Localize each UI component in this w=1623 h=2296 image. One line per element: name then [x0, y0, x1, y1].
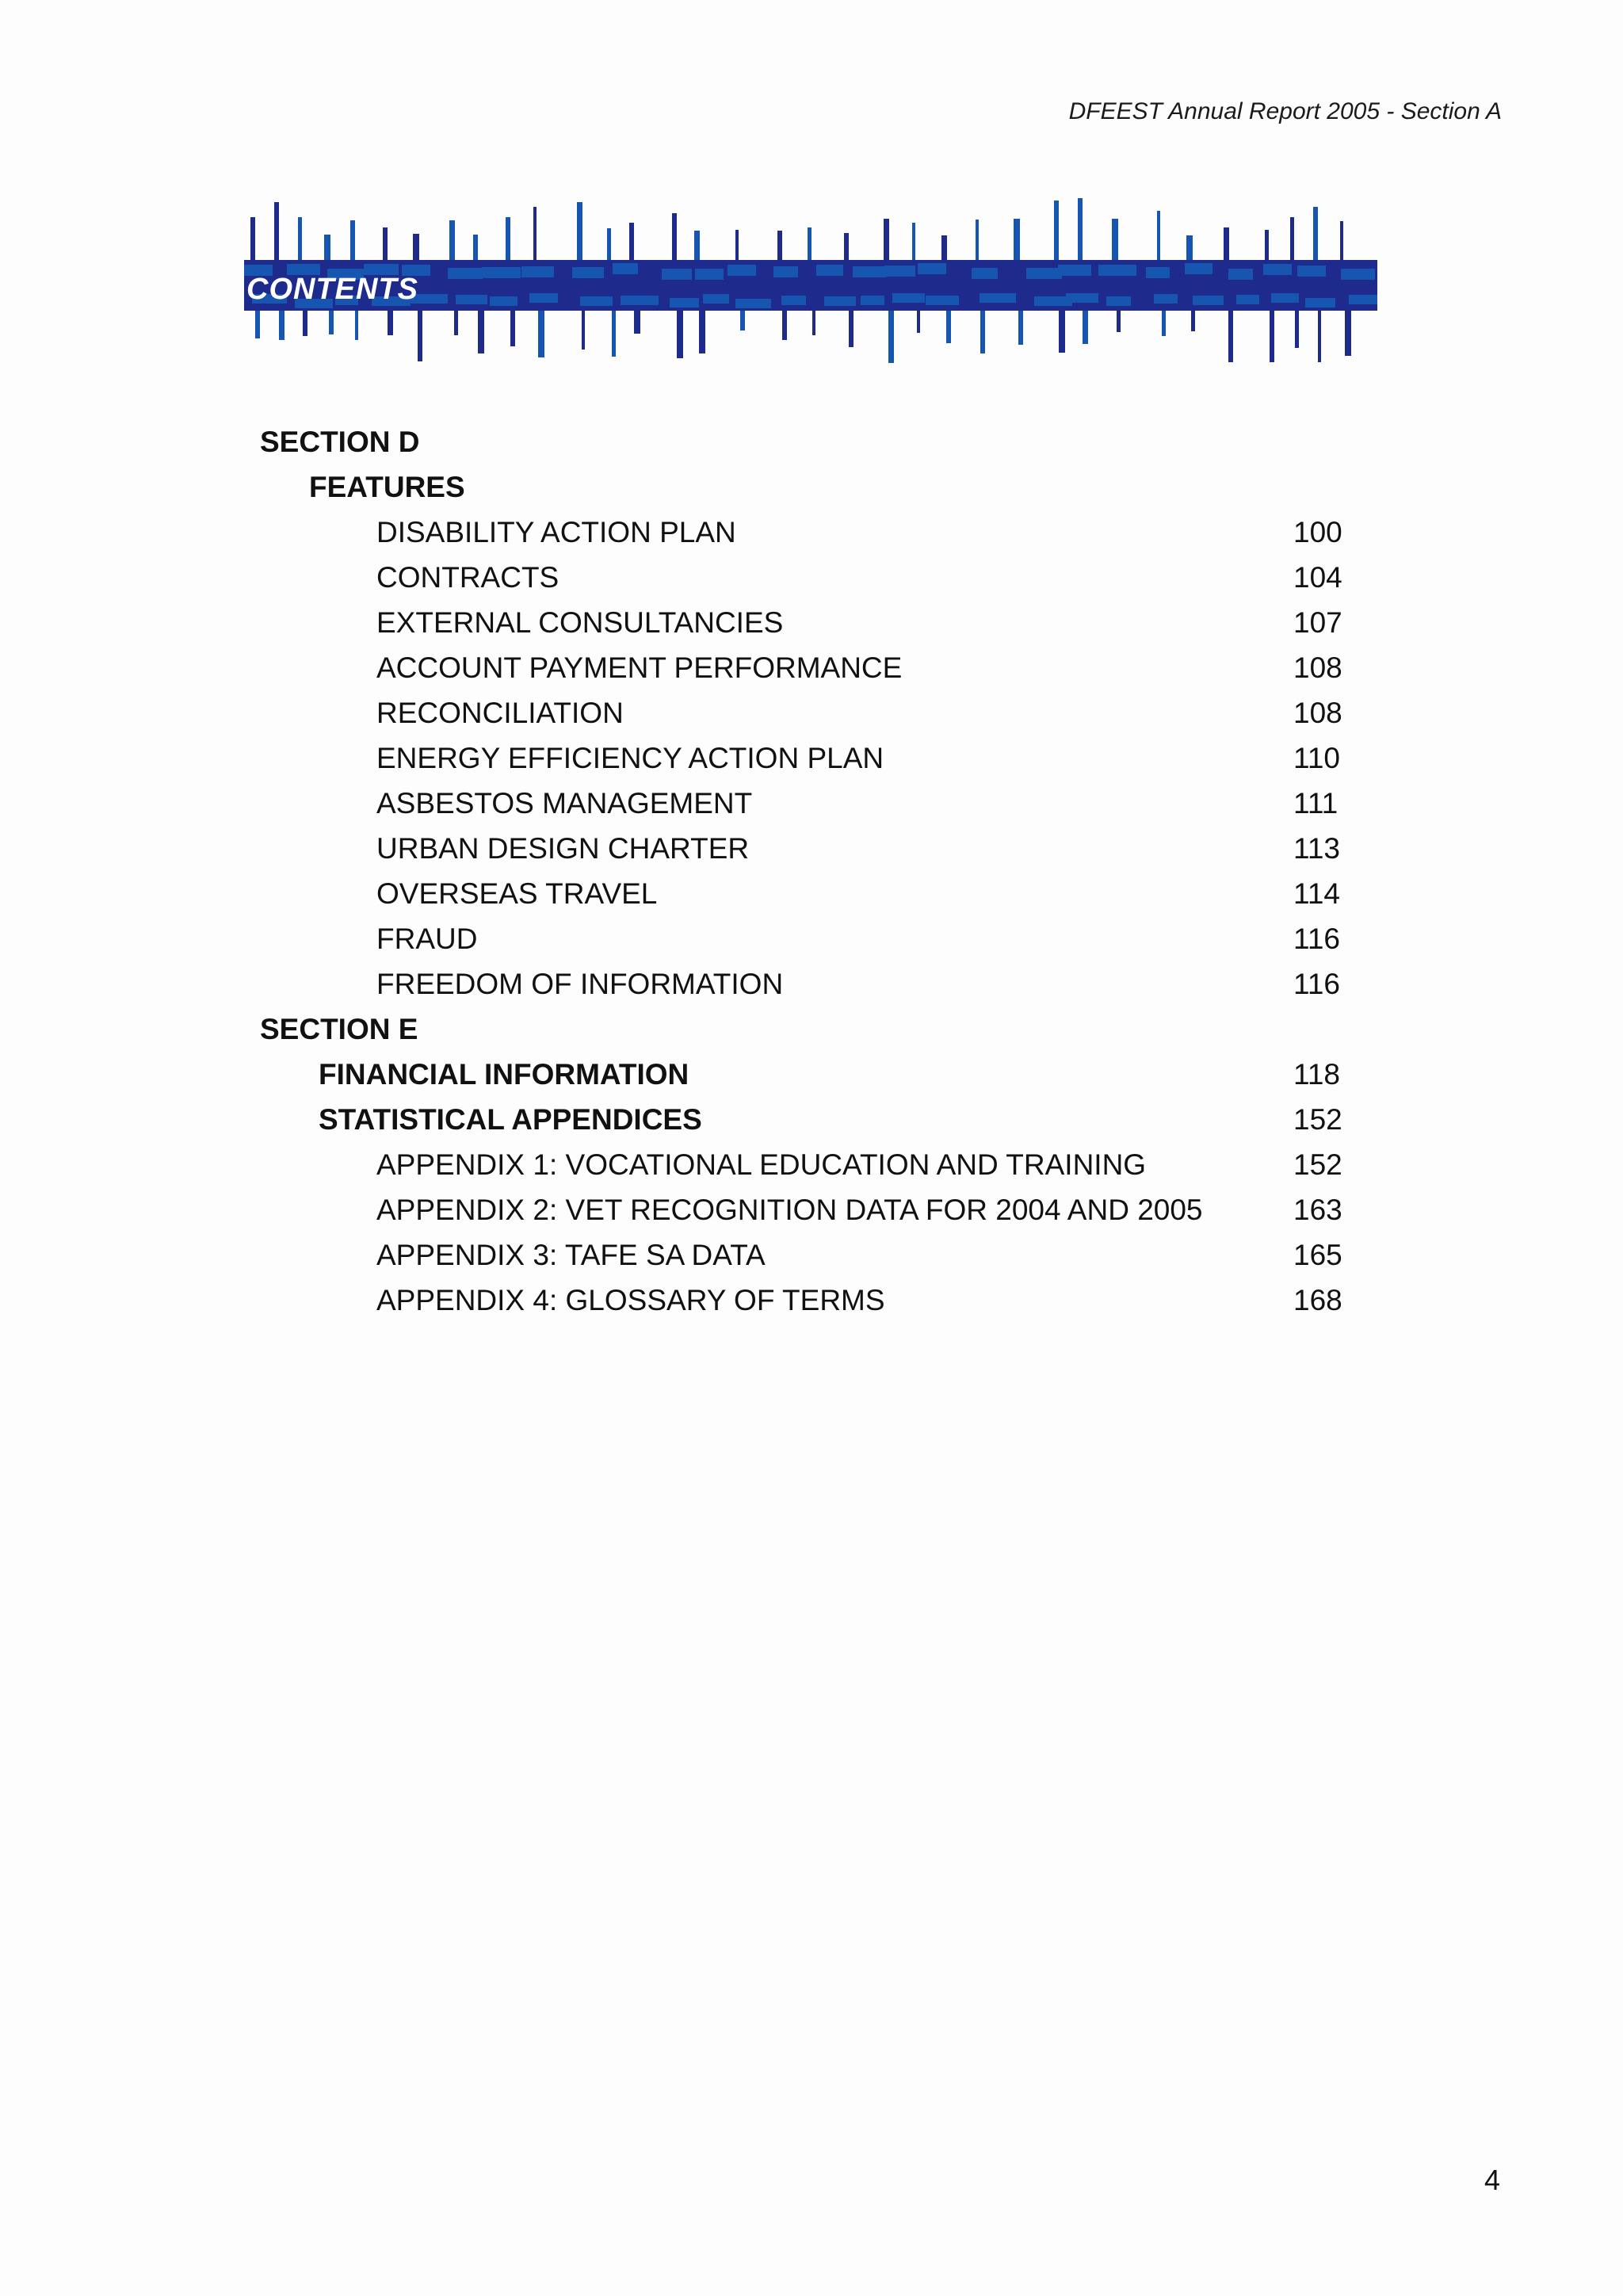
toc-entry-page: 113: [1293, 832, 1340, 865]
toc-entry-page: 163: [1293, 1194, 1342, 1226]
toc-subsection-heading: [0, 464, 1623, 510]
running-header: DFEEST Annual Report 2005 - Section A: [1068, 98, 1502, 124]
toc-entry[interactable]: [0, 1232, 1623, 1278]
toc-entry-title: FRAUD: [376, 923, 478, 955]
toc-entry-title: URBAN DESIGN CHARTER: [376, 832, 750, 865]
toc-entry-title: DISABILITY ACTION PLAN: [376, 516, 736, 548]
page-number: 4: [1484, 2164, 1500, 2196]
toc-section-label: SECTION D: [260, 426, 420, 458]
toc-entry-page: 108: [1293, 651, 1342, 684]
toc-entry[interactable]: [0, 735, 1623, 781]
toc-entry-title: ASBESTOS MANAGEMENT: [376, 787, 753, 819]
toc-entry-page: 116: [1293, 968, 1340, 1000]
toc-entry-title: STATISTICAL APPENDICES: [319, 1103, 702, 1136]
toc-entry-title: ENERGY EFFICIENCY ACTION PLAN: [376, 742, 884, 774]
toc-entry-title: RECONCILIATION: [376, 697, 624, 729]
contents-banner: [244, 190, 1377, 380]
toc-subsection-label: FEATURES: [309, 471, 465, 503]
toc-entry-title: OVERSEAS TRAVEL: [376, 877, 658, 910]
toc-entry[interactable]: [0, 555, 1623, 600]
toc-entry-page: 152: [1293, 1148, 1342, 1181]
toc-entry-page: 100: [1293, 516, 1342, 548]
toc-entry-title: APPENDIX 2: VET RECOGNITION DATA FOR 2004 AND 2005: [376, 1194, 1203, 1226]
toc-section-label: SECTION E: [260, 1013, 418, 1045]
toc-entry-title: CONTRACTS: [376, 561, 559, 594]
toc-entry[interactable]: [0, 916, 1623, 961]
toc-entry-page: 118: [1293, 1058, 1340, 1091]
toc-entry-title: APPENDIX 1: VOCATIONAL EDUCATION AND TRAINING: [376, 1148, 1147, 1181]
toc-entry-title: EXTERNAL CONSULTANCIES: [376, 606, 784, 639]
toc-entry[interactable]: [0, 961, 1623, 1007]
toc-entry-title: APPENDIX 4: GLOSSARY OF TERMS: [376, 1284, 885, 1316]
toc-entry-page: 165: [1293, 1239, 1342, 1271]
toc-entry-page: 111: [1293, 787, 1338, 819]
toc-entry[interactable]: [0, 1278, 1623, 1323]
toc-entry-page: 104: [1293, 561, 1342, 594]
toc-entry-page: 152: [1293, 1103, 1342, 1136]
toc-entry-title: FREEDOM OF INFORMATION: [376, 968, 784, 1000]
toc-entry-page: 114: [1293, 877, 1340, 910]
toc-entry[interactable]: [0, 871, 1623, 916]
toc-entry[interactable]: [0, 1187, 1623, 1232]
toc-section-heading: [0, 419, 1623, 464]
toc-entry[interactable]: [0, 510, 1623, 555]
toc-entry[interactable]: [0, 781, 1623, 826]
toc-entry-page: 108: [1293, 697, 1342, 729]
toc-entry[interactable]: [0, 600, 1623, 645]
toc-entry-page: 107: [1293, 606, 1342, 639]
toc-entry-title: FINANCIAL INFORMATION: [319, 1058, 689, 1091]
toc-entry-title: APPENDIX 3: TAFE SA DATA: [376, 1239, 766, 1271]
toc-section-heading: [0, 1007, 1623, 1052]
toc-entry-title: ACCOUNT PAYMENT PERFORMANCE: [376, 651, 903, 684]
toc-entry-page: 168: [1293, 1284, 1342, 1316]
toc-entry[interactable]: [0, 1142, 1623, 1187]
toc-entry[interactable]: [0, 1097, 1623, 1142]
toc-entry-page: 116: [1293, 923, 1340, 955]
toc-entry[interactable]: [0, 645, 1623, 690]
toc-entry[interactable]: [0, 826, 1623, 871]
toc-entry[interactable]: [0, 1052, 1623, 1097]
banner-title: CONTENTS: [246, 273, 418, 306]
toc-entry-page: 110: [1293, 742, 1340, 774]
toc-entry[interactable]: [0, 690, 1623, 735]
